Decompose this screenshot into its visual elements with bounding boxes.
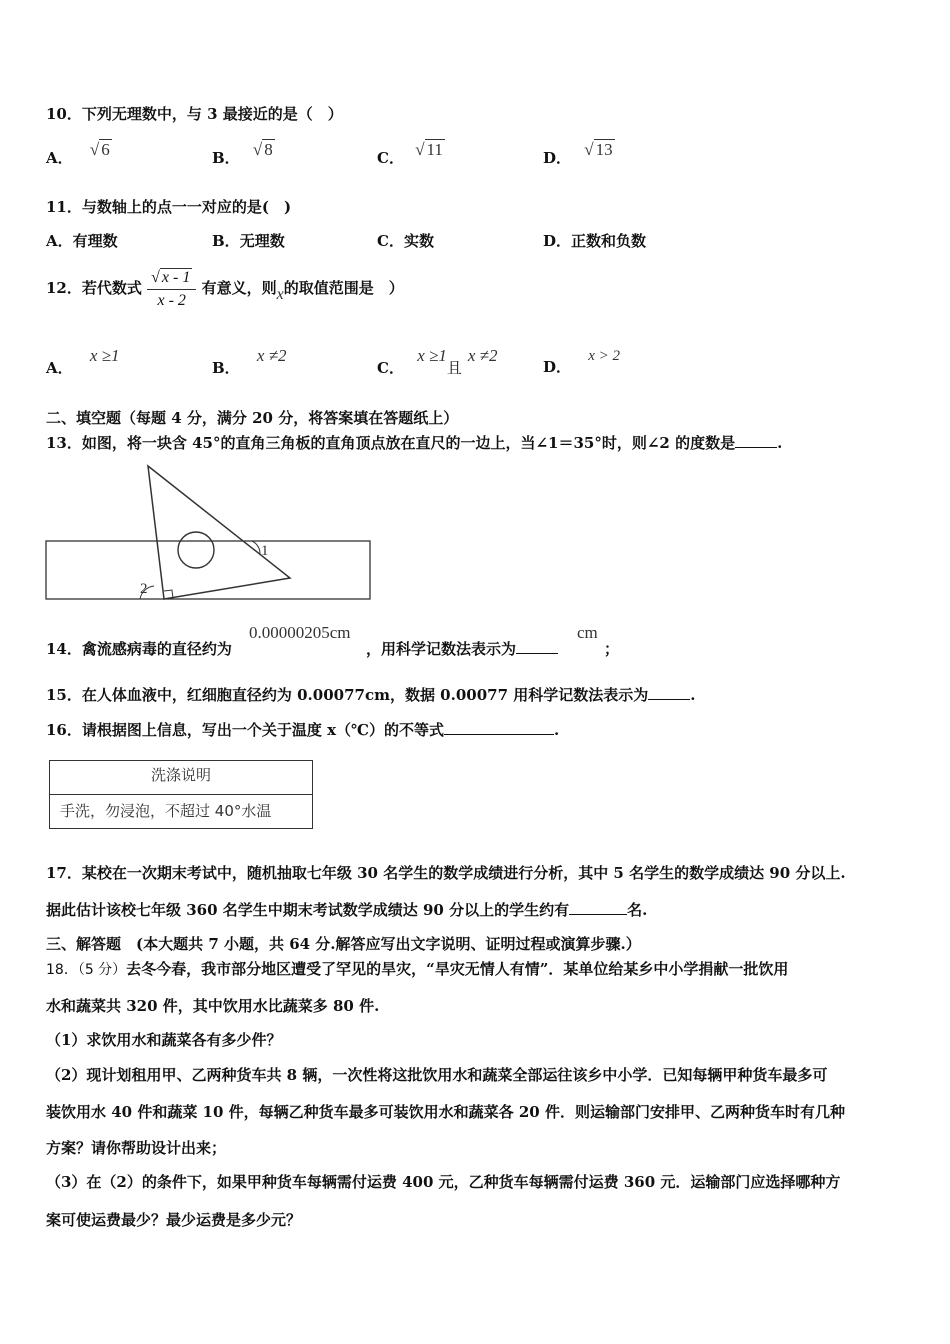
triangle-hole bbox=[178, 532, 214, 568]
q12-option-b: B． x ≠2 bbox=[212, 346, 287, 377]
q18-part2-line3: 方案？请你帮助设计出来； bbox=[46, 1139, 227, 1157]
section-2-heading: 二、填空题（每题 4 分，满分 20 分，将答案填在答题纸上） bbox=[46, 409, 459, 427]
q12-fraction: $\frac{√ x - 1}{x - 2}$ bbox=[147, 269, 196, 310]
q10-option-c: C． √ 11 bbox=[377, 140, 443, 167]
angle-2-label: 2 bbox=[140, 581, 148, 597]
q15-stem: 15．在人体血液中，红细胞直径约为 0.00077cm，数据 0.00077 用科学记数法表示为 . bbox=[46, 686, 696, 704]
ruler bbox=[46, 541, 370, 599]
q10-stem: 10．下列无理数中，与 3 最接近的是（ ） bbox=[46, 105, 343, 123]
q14-unit: cm bbox=[577, 623, 598, 642]
q18-part2-line2: 装饮用水 40 件和蔬菜 10 件，每辆乙种货车最多可装饮用水和蔬菜各 20 件．则运输部门安排甲、乙两种货车时有几种 bbox=[46, 1103, 845, 1121]
q11-stem: 11．与数轴上的点一一对应的是( ) bbox=[46, 198, 292, 216]
q18-part1: （1）求饮用水和蔬菜各有多少件？ bbox=[46, 1031, 282, 1049]
q11-option-c: C．实数 bbox=[377, 232, 434, 250]
q16-care-label-table bbox=[49, 760, 313, 829]
q12-stem: 12．若代数式 $\frac{√ x - 1}{x - 2}$ 有意义，则x的取值范围是 ） bbox=[46, 268, 404, 309]
q11-option-b: B．无理数 bbox=[212, 232, 285, 250]
q12-option-d: D． x > 2 bbox=[543, 348, 621, 376]
q14-value: 0.00000205cm bbox=[249, 623, 351, 642]
q10-option-b: B． √ 8 bbox=[212, 140, 273, 167]
q12-option-c: C． x ≥1且x ≠2 bbox=[377, 346, 498, 377]
q17-line2: 据此估计该校七年级 360 名学生中期末考试数学成绩达 90 分以上的学生约有 名. bbox=[46, 901, 648, 919]
q12-option-a: A． x ≥1 bbox=[46, 346, 120, 377]
q17-line1: 17．某校在一次期末考试中，随机抽取七年级 30 名学生的数学成绩进行分析，其中 5 名学生的数学成绩达 90 分以上. bbox=[46, 864, 846, 882]
q14-prefix: 14．禽流感病毒的直径约为 bbox=[46, 640, 232, 658]
q10-option-a: A． √ 6 bbox=[46, 140, 110, 167]
q18-part3-line1: （3）在（2）的条件下，如果甲种货车每辆需付运费 400 元，乙种货车每辆需付运费 360 元．运输部门应选择哪种方 bbox=[46, 1173, 841, 1191]
q18-part3-line2: 案可使运费最少？最少运费是多少元？ bbox=[46, 1211, 302, 1229]
q18-line2: 水和蔬菜共 320 件，其中饮用水比蔬菜多 80 件. bbox=[46, 997, 380, 1015]
q18-part2-line1: （2）现计划租用甲、乙两种货车共 8 辆，一次性将这批饮用水和蔬菜全部运往该乡中小学．已知每辆甲种货车最多可 bbox=[46, 1066, 828, 1084]
q10-option-d: D． √ 13 bbox=[543, 140, 613, 167]
care-label-header: 洗涤说明 bbox=[50, 761, 312, 795]
q16-stem: 16．请根据图上信息，写出一个关于温度 x（℃）的不等式 . bbox=[46, 721, 560, 739]
q18-line1: 18．（5 分）去冬今春，我市部分地区遭受了罕见的旱灾，“旱灾无情人有情”．某单位给某乡中小学捐献一批饮用 bbox=[46, 960, 789, 978]
q14-middle: ，用科学记数法表示为 bbox=[366, 638, 558, 659]
q11-option-d: D．正数和负数 bbox=[543, 232, 647, 250]
q13-stem: 13．如图，将一块含 45°的直角三角板的直角顶点放在直尺的一边上，当∠1＝35°时，则∠2 的度数是 . bbox=[46, 434, 783, 452]
triangle-set-square bbox=[148, 466, 290, 599]
q11-option-a: A．有理数 bbox=[46, 232, 118, 250]
angle-1-label: 1 bbox=[261, 543, 269, 559]
section-3-heading: 三、解答题 (本大题共 7 小题，共 64 分.解答应写出文字说明、证明过程或演算步骤.） bbox=[46, 935, 641, 953]
q13-figure bbox=[40, 458, 380, 606]
care-label-body: 手洗，勿浸泡，不超过 40°水温 bbox=[60, 802, 272, 820]
q14-end: ； bbox=[604, 640, 620, 658]
